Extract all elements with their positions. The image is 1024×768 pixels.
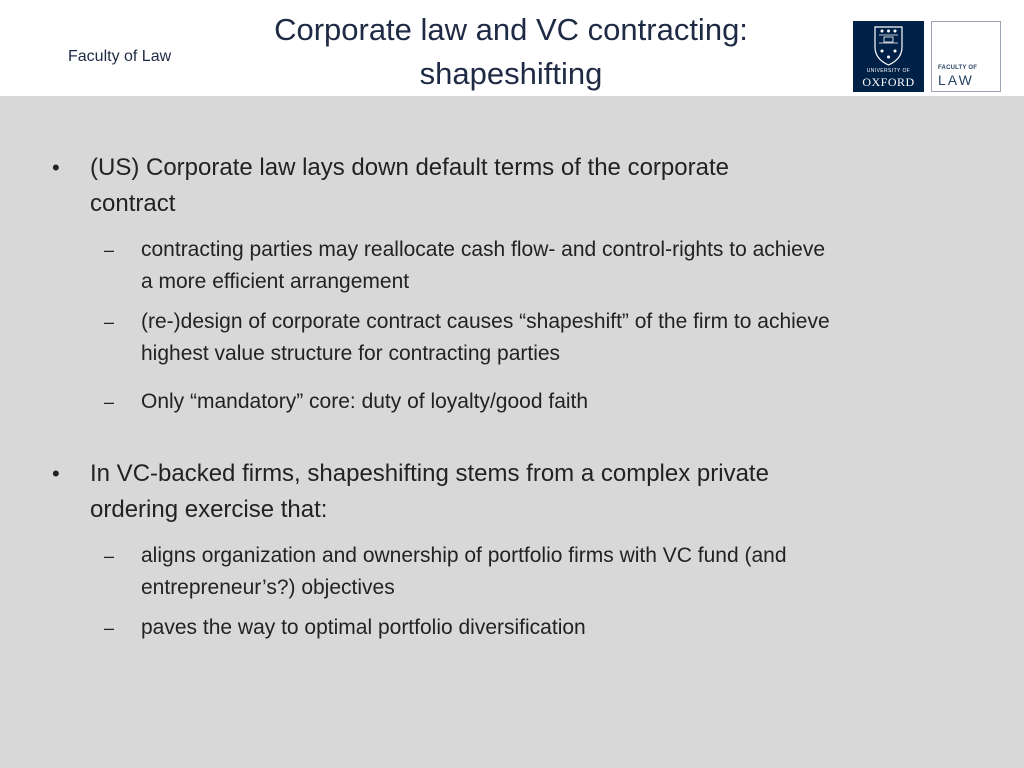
slide-content [0, 96, 1024, 768]
faculty-label: Faculty of Law [68, 48, 172, 65]
sub-bullet-text: Only “mandatory” core: duty of loyalty/good faith [141, 390, 589, 413]
sub-bullet-item [52, 540, 841, 604]
law-logo-faculty-of: FACULTY OF [938, 65, 978, 71]
sub-bullet-dash: – [104, 546, 115, 566]
sub-bullet-item [52, 386, 841, 418]
oxford-logo-university-of: UNIVERSITY OF [866, 68, 911, 74]
sub-bullet-dash: – [104, 392, 115, 412]
slide-header [0, 0, 1024, 96]
sub-bullet-item [52, 306, 841, 370]
law-logo-name: LAW [938, 72, 974, 88]
faculty-of-law-logo [931, 21, 1001, 92]
sub-bullet-text: paves the way to optimal portfolio diversification [141, 616, 586, 639]
oxford-logo [853, 21, 924, 92]
bullet-dot: • [52, 461, 60, 486]
bullet-group-vc-backed [52, 456, 792, 644]
sub-bullet-dash: – [104, 312, 115, 332]
bullet-item [52, 150, 752, 222]
sub-bullet-item [52, 612, 841, 644]
bullet-text: (US) Corporate law lays down default terms of the corporate contract [90, 154, 729, 217]
bullet-group-corporate-law [52, 150, 830, 418]
bullet-dot: • [52, 155, 60, 180]
sub-bullet-item [52, 234, 841, 298]
bullet-item [52, 456, 792, 528]
sub-bullet-dash: – [104, 618, 115, 638]
bullet-text: In VC-backed firms, shapeshifting stems from a complex private ordering exercise that: [90, 460, 769, 523]
oxford-logo-name: OXFORD [862, 75, 915, 89]
sub-bullet-text: contracting parties may reallocate cash flow- and control-rights to achieve a more efficient arrangement [141, 238, 825, 293]
slide-title: Corporate law and VC contracting: shapeshifting [274, 12, 748, 91]
sub-bullet-dash: – [104, 240, 115, 260]
sub-bullet-text: aligns organization and ownership of portfolio firms with VC fund (and entrepreneur’s?) objectives [141, 544, 787, 599]
sub-bullet-text: (re-)design of corporate contract causes “shapeshift” of the firm to achieve highest value structure for contracting parties [141, 310, 830, 365]
